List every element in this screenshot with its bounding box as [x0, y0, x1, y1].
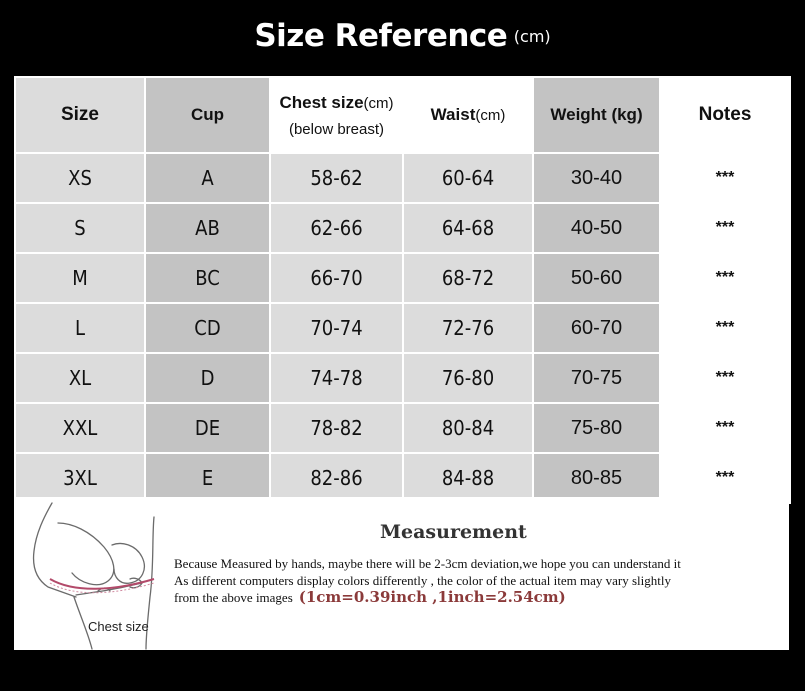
title-main: Size Reference [254, 18, 508, 54]
header-waist-label: Waist [430, 105, 476, 124]
conversion-note: (1cm=0.39inch ,1inch=2.54cm) [298, 588, 566, 606]
header-weight: Weight (kg) [533, 77, 660, 153]
header-chest-sub: (below breast) [288, 120, 385, 138]
header-chest-unit: (cm) [363, 94, 394, 112]
table-header-row [15, 77, 790, 153]
cell-size: L [15, 303, 145, 353]
measurement-line-3-text: from the above images [174, 590, 293, 605]
table-row [15, 253, 790, 303]
bust-measuring-tape-icon [14, 497, 174, 650]
cell-size: XXL [15, 403, 145, 453]
cell-weight: 75-80 [533, 403, 660, 453]
cell-weight: 60-70 [533, 303, 660, 353]
chest-size-label: Chest size [88, 619, 149, 634]
cell-notes: *** [660, 353, 790, 403]
cell-notes: *** [660, 203, 790, 253]
page-title [0, 18, 805, 68]
header-chest [270, 77, 403, 153]
header-chest-label: Chest size [279, 92, 364, 112]
cell-notes: *** [660, 303, 790, 353]
cell-weight: 70-75 [533, 353, 660, 403]
header-cup: Cup [145, 77, 270, 153]
cell-waist: 76-80 [403, 353, 533, 403]
cell-cup: DE [145, 403, 270, 453]
cell-cup: AB [145, 203, 270, 253]
table-row [15, 353, 790, 403]
cell-chest: 82-86 [270, 453, 403, 503]
size-table [14, 76, 791, 504]
cell-waist: 68-72 [403, 253, 533, 303]
measurement-title: Measurement [380, 521, 527, 543]
measurement-notes [174, 555, 786, 606]
cell-weight: 40-50 [533, 203, 660, 253]
cell-chest: 74-78 [270, 353, 403, 403]
cell-notes: *** [660, 403, 790, 453]
cell-cup: E [145, 453, 270, 503]
cell-size: S [15, 203, 145, 253]
title-unit: (cm) [513, 26, 551, 46]
cell-chest: 78-82 [270, 403, 403, 453]
cell-chest: 62-66 [270, 203, 403, 253]
cell-waist: 60-64 [403, 153, 533, 203]
cell-weight: 50-60 [533, 253, 660, 303]
header-waist [403, 77, 533, 153]
cell-chest: 58-62 [270, 153, 403, 203]
cell-cup: BC [145, 253, 270, 303]
cell-chest: 66-70 [270, 253, 403, 303]
table-row [15, 403, 790, 453]
header-waist-unit: (cm) [475, 107, 506, 124]
cell-waist: 80-84 [403, 403, 533, 453]
cell-notes: *** [660, 453, 790, 503]
cell-weight: 80-85 [533, 453, 660, 503]
cell-notes: *** [660, 253, 790, 303]
table-row [15, 453, 790, 503]
cell-cup: CD [145, 303, 270, 353]
cell-waist: 64-68 [403, 203, 533, 253]
table-row [15, 203, 790, 253]
cell-size: M [15, 253, 145, 303]
measurement-line-3 [174, 589, 786, 606]
measurement-line-2: As different computers display colors differently , the color of the actual item may vary slightly [174, 573, 671, 588]
header-notes: Notes [660, 77, 790, 153]
table-row [15, 303, 790, 353]
measurement-panel [14, 497, 789, 650]
cell-weight: 30-40 [533, 153, 660, 203]
header-size: Size [15, 77, 145, 153]
cell-notes: *** [660, 153, 790, 203]
cell-cup: A [145, 153, 270, 203]
cell-waist: 72-76 [403, 303, 533, 353]
table-row [15, 153, 790, 203]
cell-chest: 70-74 [270, 303, 403, 353]
cell-size: XL [15, 353, 145, 403]
cell-cup: D [145, 353, 270, 403]
cell-size: XS [15, 153, 145, 203]
cell-waist: 84-88 [403, 453, 533, 503]
cell-size: 3XL [15, 453, 145, 503]
size-table-container [14, 76, 789, 489]
measurement-line-1: Because Measured by hands, maybe there will be 2-3cm deviation,we hope you can understand it [174, 556, 681, 571]
